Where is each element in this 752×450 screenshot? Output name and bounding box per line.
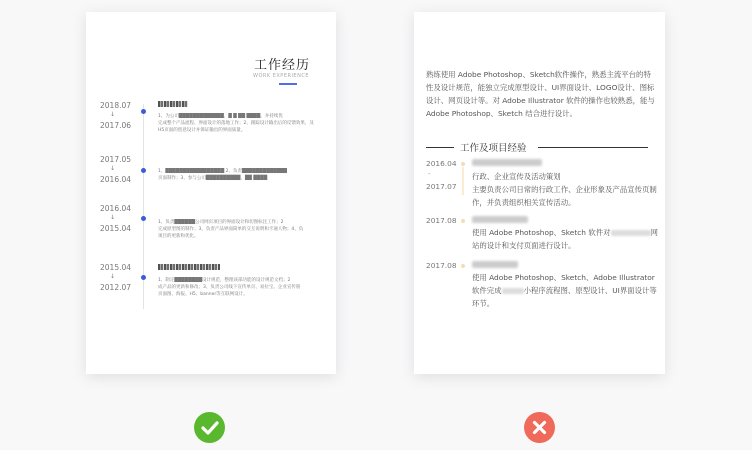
timeline-dot xyxy=(141,109,146,114)
entry-end-date: 2017.06 xyxy=(100,121,132,130)
close-icon xyxy=(524,412,555,443)
date-arrow: ↓ xyxy=(110,214,116,221)
entry-description: 主要负责公司日常的行政工作、企业形象及产品宣传页制作，并负责组织相关宣传活动。 xyxy=(472,185,657,207)
entry-end-date: 2012.07 xyxy=(100,283,132,292)
header-line-left xyxy=(426,147,454,148)
timeline-dot xyxy=(141,216,146,221)
entry-end-date: 2017.07 xyxy=(426,182,457,191)
resume-good-example xyxy=(86,12,336,374)
section-title: 工作经历 xyxy=(254,58,311,73)
bad-example-badge xyxy=(524,412,555,443)
entry-start-date: 2018.07 xyxy=(100,101,132,110)
entry-start-date: 2016.04 xyxy=(100,204,132,213)
entry-description: 1、█████████████████ 2、负责█████████████ 页面制作；3、参与公司██████████，██ ████ xyxy=(158,169,287,181)
date-arrow: ↓ xyxy=(110,111,116,118)
skills-intro: 熟练使用 Adobe Photoshop、Sketch软件操作，熟悉主流平台的特性及设计规范，能独立完成原型设计、UI界面设计、LOGO设计、图标设计、网页设计等。对 Adobe Illustrator 软件的操作也较熟悉，能与 Adobe Photoshop、Sketch 结合进行设计。 xyxy=(426,70,655,118)
company-name-blurred xyxy=(158,101,188,107)
company-name-blurred xyxy=(158,264,220,270)
entry-start-date: 2017.08 xyxy=(426,261,457,270)
timeline-line xyxy=(462,167,464,195)
timeline-dot xyxy=(141,168,146,173)
entry-end-date: 2015.04 xyxy=(100,224,132,233)
entry-description: 1、负责██████公司网页项目的界面设计和切图标注工作；2 完成原型图的制作；3、负责产品界面简单的交互说明和卡通人物；4、负 项目的更新和优化。 xyxy=(158,220,304,239)
date-arrow: ↓ xyxy=(110,165,116,172)
entry-start-date: 2015.04 xyxy=(100,263,132,272)
company-name-blurred xyxy=(472,261,518,268)
entry-description: 1、制定████████设计规范，整理该部功能的设计规范文档；2 成产品的更新和修改；3、负责公司线下宣传单页、易拉宝、企业宣传册 页面图、海报、H5、banner等互联网设计。 xyxy=(158,278,301,297)
entry-end-date: 2016.04 xyxy=(100,175,132,184)
title-underline xyxy=(279,83,297,85)
timeline-dot xyxy=(141,275,146,280)
entry-role: 行政、企业宣传及活动策划 xyxy=(472,172,561,181)
good-example-badge xyxy=(194,412,225,443)
company-name-blurred xyxy=(472,159,542,166)
entry-description: 使用 Adobe Photoshop、Sketch、Adobe Illustrator 软件完成 小程序流程图、原型设计、UI界面设计等环节。 xyxy=(472,273,657,308)
section-subtitle: WORK EXPERIENCE xyxy=(253,73,309,79)
section-header xyxy=(426,140,648,154)
timeline-dot xyxy=(461,219,465,223)
date-dash: - xyxy=(428,170,431,178)
blurred-name xyxy=(502,288,524,294)
section-title: 工作及项目经验 xyxy=(460,143,527,154)
entry-start-date: 2016.04 xyxy=(426,159,457,168)
entry-start-date: 2017.05 xyxy=(100,155,132,164)
entry-start-date: 2017.08 xyxy=(426,216,457,225)
blurred-name xyxy=(611,230,651,236)
company-name-blurred xyxy=(472,216,528,223)
entry-description: 1、为公司█████████████，█ █ ██ ████，并持续优 完成整个产品流程、界面设计的落地工作；2、跟踪设计输出后的反馈效果，及 H5页面的创意设计并保证输出的界面质量。 xyxy=(158,114,314,133)
timeline-dot xyxy=(461,162,465,166)
entry-description: 使用 Adobe Photoshop、Sketch 软件对 网站的设计和支付页面进行设计。 xyxy=(472,228,658,250)
header-line-right xyxy=(538,147,648,148)
timeline-dot xyxy=(461,264,465,268)
check-icon xyxy=(194,412,225,443)
resume-bad-example xyxy=(414,12,665,374)
date-arrow: ↓ xyxy=(110,273,116,280)
